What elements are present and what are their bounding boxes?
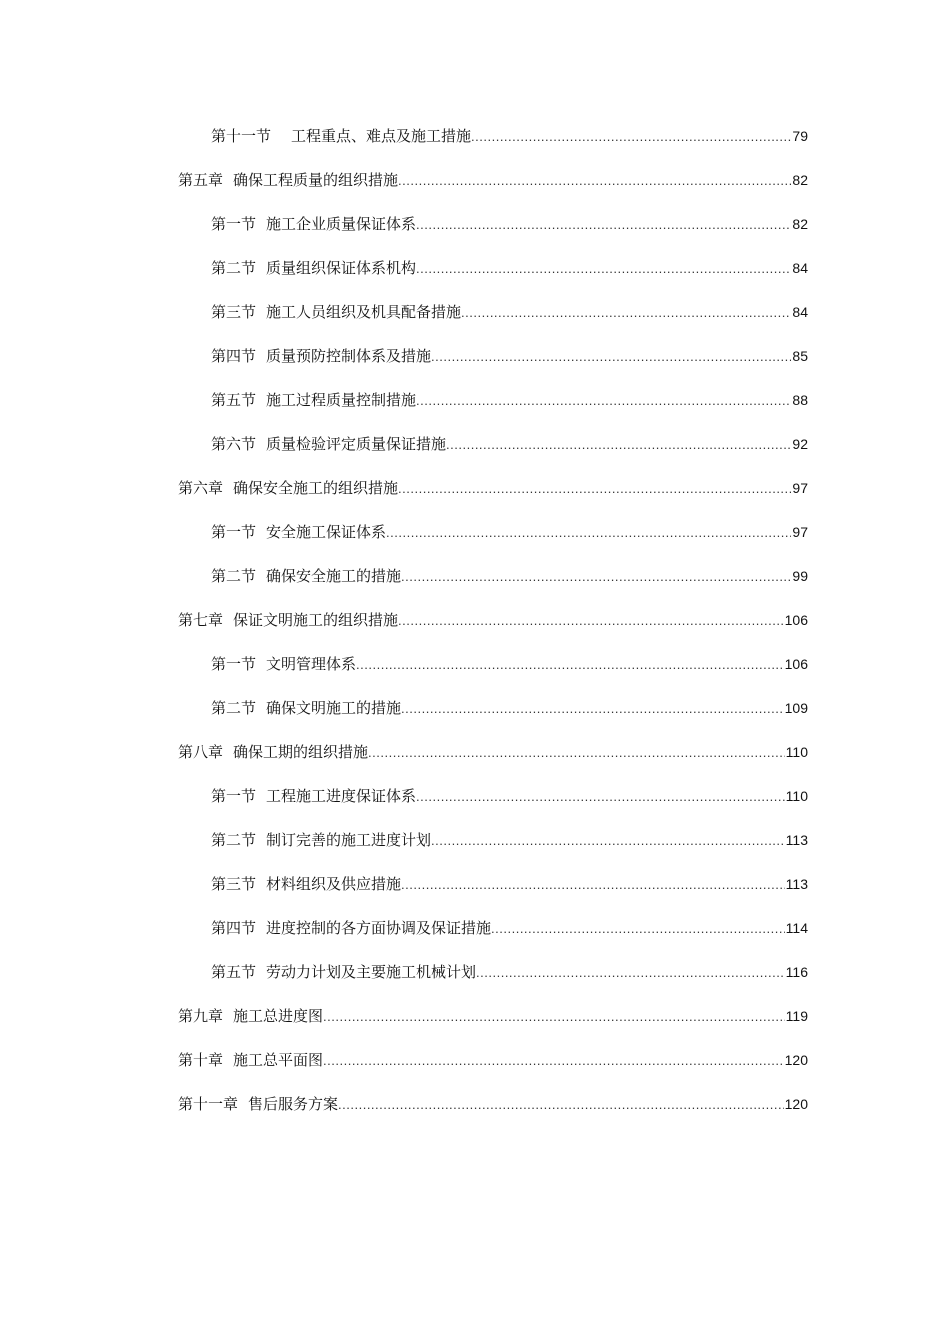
toc-section-entry[interactable] — [211, 565, 808, 609]
toc-entry-number: 第五节 — [211, 391, 257, 409]
toc-page-number: 109 — [784, 700, 808, 716]
toc-entry-number: 第五节 — [211, 963, 257, 981]
table-of-contents — [0, 125, 950, 1137]
toc-section-entry[interactable] — [211, 213, 808, 257]
toc-dot-leader — [398, 609, 784, 632]
toc-entry-number: 第一节 — [211, 787, 257, 805]
toc-entry-number: 第一节 — [211, 655, 257, 673]
toc-entry-number: 第六节 — [211, 435, 257, 453]
toc-dot-leader — [398, 477, 791, 500]
toc-entry-title: 确保工期的组织措施 — [233, 743, 369, 761]
toc-chapter-entry[interactable] — [178, 169, 808, 213]
toc-entry-label — [211, 829, 431, 851]
toc-page-number: 88 — [792, 392, 808, 408]
toc-dot-leader — [401, 565, 791, 588]
toc-entry-label — [211, 257, 416, 279]
toc-entry-title: 制订完善的施工进度计划 — [266, 831, 432, 849]
toc-entry-spacer — [256, 565, 266, 587]
toc-entry-title: 质量组织保证体系机构 — [266, 259, 417, 277]
toc-page-number: 82 — [792, 172, 808, 188]
toc-entry-number: 第一节 — [211, 215, 257, 233]
toc-dot-leader — [338, 1093, 784, 1116]
toc-entry-number: 第八章 — [178, 743, 224, 761]
toc-dot-leader — [431, 345, 791, 368]
toc-section-entry[interactable] — [211, 653, 808, 697]
toc-entry-number: 第九章 — [178, 1007, 224, 1025]
toc-section-entry[interactable] — [211, 917, 808, 961]
toc-section-entry[interactable] — [211, 521, 808, 565]
toc-entry-title: 售后服务方案 — [248, 1095, 339, 1113]
toc-entry-title: 进度控制的各方面协调及保证措施 — [266, 919, 492, 937]
toc-dot-leader — [416, 257, 791, 280]
toc-entry-label — [211, 125, 471, 147]
toc-entry-spacer — [238, 1093, 248, 1115]
toc-entry-number: 第二节 — [211, 831, 257, 849]
toc-dot-leader — [491, 917, 785, 940]
toc-entry-label — [211, 785, 416, 807]
toc-page-number: 113 — [785, 832, 808, 848]
toc-entry-spacer — [256, 829, 266, 851]
toc-entry-number: 第二节 — [211, 699, 257, 717]
toc-entry-title: 确保安全施工的组织措施 — [233, 479, 399, 497]
toc-page-number: 106 — [784, 656, 808, 672]
toc-entry-label — [211, 653, 356, 675]
toc-entry-number: 第二节 — [211, 259, 257, 277]
toc-entry-label — [211, 389, 416, 411]
toc-dot-leader — [446, 433, 791, 456]
toc-section-entry[interactable] — [211, 345, 808, 389]
toc-entry-spacer — [256, 873, 266, 895]
toc-entry-number: 第七章 — [178, 611, 224, 629]
toc-entry-title: 确保工程质量的组织措施 — [233, 171, 399, 189]
toc-page-number: 110 — [785, 744, 808, 760]
toc-entry-spacer — [256, 213, 266, 235]
toc-page-number: 97 — [792, 524, 808, 540]
toc-entry-title: 质量预防控制体系及措施 — [266, 347, 432, 365]
toc-entry-label — [178, 1049, 323, 1071]
toc-entry-title: 施工企业质量保证体系 — [266, 215, 417, 233]
toc-section-entry[interactable] — [211, 873, 808, 917]
toc-entry-spacer — [223, 741, 233, 763]
toc-entry-label — [211, 917, 491, 939]
toc-entry-title: 确保文明施工的措施 — [266, 699, 402, 717]
toc-entry-number: 第四节 — [211, 919, 257, 937]
toc-entry-spacer — [223, 1049, 233, 1071]
toc-section-entry[interactable] — [211, 785, 808, 829]
toc-dot-leader — [323, 1005, 785, 1028]
toc-page-number: 116 — [785, 964, 808, 980]
toc-entry-title: 保证文明施工的组织措施 — [233, 611, 399, 629]
toc-page-number: 85 — [792, 348, 808, 364]
toc-entry-label — [211, 961, 476, 983]
toc-entry-number: 第十一章 — [178, 1095, 239, 1113]
toc-dot-leader — [416, 389, 791, 412]
toc-page-number: 79 — [792, 128, 808, 144]
toc-entry-label — [178, 477, 398, 499]
toc-dot-leader — [401, 697, 784, 720]
toc-entry-number: 第四节 — [211, 347, 257, 365]
toc-entry-title: 施工总进度图 — [233, 1007, 324, 1025]
toc-entry-label — [178, 741, 368, 763]
toc-entry-title: 工程施工进度保证体系 — [266, 787, 417, 805]
toc-page-number: 92 — [792, 436, 808, 452]
toc-page-number: 99 — [792, 568, 808, 584]
toc-page-number: 97 — [792, 480, 808, 496]
toc-entry-number: 第三节 — [211, 303, 257, 321]
toc-entry-spacer — [223, 477, 233, 499]
toc-entry-number: 第二节 — [211, 567, 257, 585]
toc-dot-leader — [398, 169, 791, 192]
toc-entry-number: 第一节 — [211, 523, 257, 541]
toc-chapter-entry[interactable] — [178, 1005, 808, 1049]
toc-entry-label — [178, 1093, 338, 1115]
toc-entry-spacer — [256, 257, 266, 279]
toc-entry-title: 劳动力计划及主要施工机械计划 — [266, 963, 477, 981]
toc-chapter-entry[interactable] — [178, 1049, 808, 1093]
toc-section-entry[interactable] — [211, 257, 808, 301]
toc-entry-spacer — [223, 169, 233, 191]
toc-entry-number: 第十章 — [178, 1051, 224, 1069]
toc-entry-spacer — [256, 301, 266, 323]
toc-entry-title: 材料组织及供应措施 — [266, 875, 402, 893]
toc-page-number: 82 — [792, 216, 808, 232]
toc-entry-title: 施工总平面图 — [233, 1051, 324, 1069]
toc-section-entry[interactable] — [211, 829, 808, 873]
toc-entry-label — [211, 213, 416, 235]
toc-dot-leader — [471, 125, 791, 148]
toc-dot-leader — [401, 873, 785, 896]
toc-dot-leader — [431, 829, 785, 852]
toc-page-number: 113 — [785, 876, 808, 892]
toc-entry-title: 安全施工保证体系 — [266, 523, 387, 541]
toc-entry-label — [211, 565, 401, 587]
toc-section-entry[interactable] — [211, 125, 808, 169]
toc-entry-label — [211, 301, 461, 323]
toc-entry-number: 第五章 — [178, 171, 224, 189]
toc-entry-spacer — [271, 125, 291, 147]
toc-entry-spacer — [223, 609, 233, 631]
toc-dot-leader — [356, 653, 784, 676]
toc-page-number: 120 — [784, 1052, 808, 1068]
toc-entry-spacer — [256, 521, 266, 543]
toc-chapter-entry[interactable] — [178, 609, 808, 653]
toc-entry-title: 工程重点、难点及施工措施 — [291, 127, 472, 145]
toc-entry-title: 文明管理体系 — [266, 655, 357, 673]
toc-section-entry[interactable] — [211, 433, 808, 477]
toc-entry-spacer — [256, 433, 266, 455]
toc-entry-number: 第六章 — [178, 479, 224, 497]
toc-entry-label — [211, 873, 401, 895]
toc-section-entry[interactable] — [211, 961, 808, 1005]
toc-entry-label — [178, 1005, 323, 1027]
toc-entry-spacer — [256, 389, 266, 411]
toc-entry-label — [211, 521, 386, 543]
toc-dot-leader — [386, 521, 791, 544]
toc-entry-spacer — [256, 345, 266, 367]
toc-entry-spacer — [223, 1005, 233, 1027]
toc-entry-label — [178, 609, 398, 631]
toc-entry-spacer — [256, 961, 266, 983]
toc-entry-title: 质量检验评定质量保证措施 — [266, 435, 447, 453]
toc-chapter-entry[interactable] — [178, 1093, 808, 1137]
toc-dot-leader — [323, 1049, 784, 1072]
toc-dot-leader — [476, 961, 785, 984]
toc-chapter-entry[interactable] — [178, 741, 808, 785]
toc-entry-spacer — [256, 917, 266, 939]
toc-page-number: 84 — [792, 304, 808, 320]
toc-page-number: 106 — [784, 612, 808, 628]
toc-dot-leader — [416, 213, 791, 236]
toc-entry-spacer — [256, 785, 266, 807]
toc-entry-number: 第三节 — [211, 875, 257, 893]
toc-page-number: 119 — [785, 1008, 808, 1024]
toc-page-number: 114 — [785, 920, 808, 936]
toc-page-number: 110 — [785, 788, 808, 804]
toc-page-number: 84 — [792, 260, 808, 276]
toc-section-entry[interactable] — [211, 301, 808, 345]
toc-entry-label — [211, 433, 446, 455]
toc-entry-title: 确保安全施工的措施 — [266, 567, 402, 585]
toc-entry-title: 施工人员组织及机具配备措施 — [266, 303, 462, 321]
toc-page-number: 120 — [784, 1096, 808, 1112]
toc-section-entry[interactable] — [211, 697, 808, 741]
toc-entry-spacer — [256, 653, 266, 675]
toc-chapter-entry[interactable] — [178, 477, 808, 521]
toc-dot-leader — [416, 785, 785, 808]
toc-entry-spacer — [256, 697, 266, 719]
toc-dot-leader — [368, 741, 785, 764]
toc-dot-leader — [461, 301, 791, 324]
toc-section-entry[interactable] — [211, 389, 808, 433]
toc-entry-label — [178, 169, 398, 191]
toc-entry-label — [211, 697, 401, 719]
toc-entry-title: 施工过程质量控制措施 — [266, 391, 417, 409]
toc-entry-number: 第十一节 — [211, 127, 272, 145]
toc-entry-label — [211, 345, 431, 367]
